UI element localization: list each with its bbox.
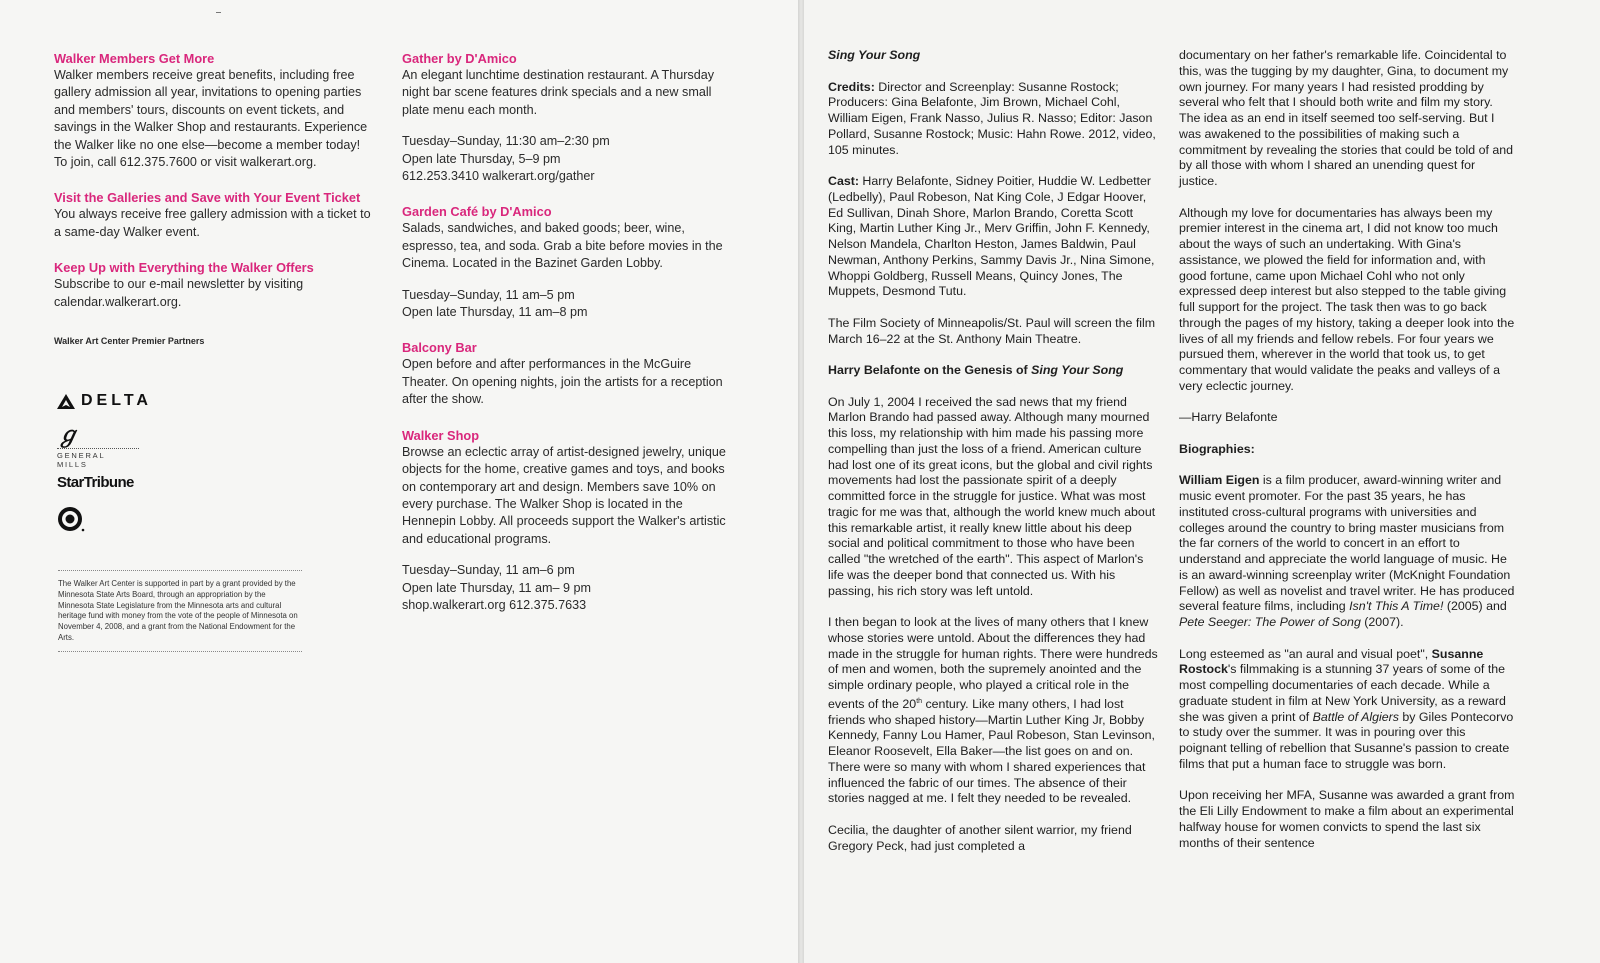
film-title: Sing Your Song — [828, 48, 921, 62]
general-mills-logo — [57, 424, 139, 469]
rostock-film: Battle of Algiers — [1312, 709, 1399, 724]
biographies-column — [1179, 48, 1515, 867]
walker-shop-hours: Tuesday–Sunday, 11 am–6 pm — [402, 563, 575, 578]
genesis-paragraph-5: Although my love for documentaries has always been my premier interest in the cinema art, I did not know too much about the ways of such an undertaking. With Gina's assistance, we plowed the field for information and, with good fortune, came upon Michael Cohl who not only expressed deep interest but also stepped to the table giving full support for the project. The task then was to go back through the pages of my history, taking a deeper look into the lives of all my friends and fellow rebels. For four years we pursued them, wherever in the world that took us, to get commentary that would validate the peaks and valleys of a very eclectic journey. — [1179, 205, 1515, 393]
genesis-paragraph-4: documentary on her father's remarkable life. Coincidental to this, was the tugging by my daughter, Gina, to document my own journey. For many years I had resisted prodding by several who felt that I should both write and film my story. The idea as an end in itself seemed too self-serving. But I was awakened to the possibilities of making such a commitment by revealing the stories that could be told of and by all those with whom I shared an unending quest for justice. — [1179, 48, 1514, 188]
credits-paragraph — [828, 80, 1158, 159]
ordinal-suffix: th — [916, 697, 923, 705]
gather-late-hours: Open late Thursday, 5–9 pm — [402, 151, 561, 166]
target-bullseye-icon — [57, 506, 85, 534]
gather-contact: 612.253.3410 walkerart.org/gather — [402, 169, 595, 184]
member-info-column — [54, 50, 376, 347]
right-page — [804, 0, 1600, 963]
galleries-body: You always receive free gallery admission with a ticket to a same-day Walker event. — [54, 207, 371, 239]
delta-triangle-icon — [57, 394, 75, 409]
walker-shop-heading: Walker Shop — [402, 427, 480, 443]
keepup-section — [54, 259, 376, 311]
galleries-heading: Visit the Galleries and Save with Your Event Ticket — [54, 190, 361, 206]
eigen-name: William Eigen — [1179, 473, 1260, 488]
cast-text: Harry Belafonte, Sidney Poitier, Huddie W. Ledbetter (Ledbelly), Paul Robeson, Nat King Cole, J Edgar Hoover, Ed Sullivan, Dinah Shore, Marlon Brando, Coretta Scott King, Martin Luther King Jr., Merv Griffin, John F. Kennedy, Nelson Mandela, Charlton Heston, James Baldwin, Paul Newman, Anthony Perkins, Sammy Davis Jr., Nina Simone, Whoppi Goldberg, Russell Means, Quincy Jones, The Muppets, Desmond Tutu. — [828, 174, 1155, 299]
gather-section — [402, 50, 738, 185]
gather-hours: Tuesday–Sunday, 11:30 am–2:30 pm — [402, 134, 610, 149]
members-body: Walker members receive great benefits, including free gallery admission all year, invitations to opening parties and members' tours, discounts on event tickets, and savings in the Walker Shop and restaurants. Experience the Walker like no one else—become a member today! To join, call 612.375.7600 or visit walkerart.org. — [54, 68, 368, 170]
rostock-bio-end: by Giles Pontecorvo to study over the summer. It was in pouring over this poignant telling of rebellion that Susanne's passion to create films that put a human face to struggle was born. — [1179, 709, 1514, 771]
walker-shop-section — [402, 427, 738, 615]
gather-body: An elegant lunchtime destination restaurant. A Thursday night bar scene features drink specials and a new small plate menu each month. — [402, 68, 715, 117]
balcony-bar-body: Open before and after performances in the McGuire Theater. On opening nights, join the artists for a reception after the show. — [402, 357, 723, 407]
garden-cafe-body: Salads, sandwiches, and baked goods; beer, wine, espresso, tea, and soda. Grab a bite before movies in the Cinema. Located in the Bazinet Garden Lobby. — [402, 221, 723, 271]
walker-shop-body: Browse an eclectic array of artist-designed jewelry, unique objects for the home, creative games and toys, and books on contemporary art and design. Members save 10% on every purchase. The Walker Shop is located in the Hennepin Lobby. All proceeds support the Walker's artistic and educational programs. — [402, 444, 726, 546]
rostock-bio — [1179, 647, 1515, 773]
keepup-heading: Keep Up with Everything the Walker Offers — [54, 260, 314, 276]
genesis-heading-title: Sing Your Song — [1031, 363, 1124, 377]
eigen-bio-mid: (2005) and — [1443, 599, 1507, 614]
balcony-bar-section — [402, 339, 738, 408]
credits-label: Credits: — [828, 79, 875, 94]
balcony-bar-heading: Balcony Bar — [402, 340, 477, 356]
screening-info: The Film Society of Minneapolis/St. Paul will screen the film March 16–22 at the St. Anthony Main Theatre. — [828, 315, 1156, 346]
rostock-name: Susanne Rostock — [1179, 646, 1484, 677]
eigen-film-2: Pete Seeger: The Power of Song — [1179, 615, 1361, 629]
genesis-paragraph-3: Cecilia, the daughter of another silent warrior, my friend Gregory Peck, had just completed a — [828, 822, 1132, 853]
members-section — [54, 50, 376, 171]
startribune-logo: StarTribune — [57, 474, 134, 491]
funding-statement: The Walker Art Center is supported in part by a grant provided by the Minnesota State Arts Board, through an appropriation by the Minnesota State Legislature from the Minnesota arts and cultural heritage fund with money from the vote of the people of Minnesota on November 4, 2008, and a grant from the National Endowment for the Arts. — [58, 570, 302, 652]
garden-cafe-heading: Garden Café by D'Amico — [402, 204, 552, 220]
genesis-heading — [828, 363, 1158, 379]
left-page — [0, 0, 798, 963]
genesis-paragraph-2 — [828, 615, 1158, 807]
genesis-heading-text: Harry Belafonte on the Genesis of — [828, 363, 1032, 377]
biographies-heading: Biographies: — [1179, 441, 1255, 456]
eigen-bio — [1179, 473, 1515, 631]
target-logo — [57, 506, 85, 539]
cast-paragraph — [828, 174, 1158, 300]
members-heading: Walker Members Get More — [54, 51, 215, 66]
eigen-bio-end: (2007). — [1360, 615, 1404, 629]
genesis-paragraph-1: On July 1, 2004 I received the sad news that my friend Marlon Brando had passed away. Although many mourned this loss, my relationship with him made his passing more compelling than just the loss of a friend. American culture had lost one of its great icons, but the global and civil rights movements had lost the passionate spirit of a deeply committed force in the struggle for justice. What was most tragic for me was that, although the world knew much about this remarkable artist, it really knew little about his deep social and political commitment to those who have been called "the wretched of the earth". This aspect of Marlon's life was the deeper bond that connected us. With his passing, his rich story was left untold. — [828, 394, 1156, 598]
gather-heading: Gather by D'Amico — [402, 51, 517, 66]
cast-label: Cast: — [828, 174, 859, 188]
delta-wordmark: DELTA — [81, 392, 152, 409]
dining-shop-column — [402, 50, 738, 632]
garden-cafe-late-hours: Open late Thursday, 11 am–8 pm — [402, 305, 588, 320]
genesis-paragraph-2-end: century. Like many others, I had lost friends who shaped history—Martin Luther King Jr, Bobby Kennedy, Fanny Lou Hamer, Paul Robeson, Stan Levinson, Eleanor Roosevelt, Ella Baker—the list goes on and on. There were so many with whom I shared experiences that influenced the fabric of our times. The absence of their stories nagged at me. I felt they needed to be revealed. — [828, 696, 1155, 806]
delta-logo — [57, 392, 152, 410]
genesis-paragraph-2-start: I then began to look at the lives of many others that I knew whose stories were untold. About the differences they had made in the struggle for human rights. There were hundreds of men and women, both the supremely anointed and the simple ordinary people, who played a critical role in the events of the 20 — [828, 615, 1158, 711]
keepup-body: Subscribe to our e-mail newsletter by visiting calendar.walkerart.org. — [54, 277, 304, 309]
rostock-bio-start: 's filmmaking is a stunning 37 years of some of the most compelling documentaries of each decade. While a graduate student in film at New York University, as a reward she was given a print of — [1179, 662, 1506, 724]
rostock-intro: Long esteemed as "an aural and visual poet", — [1179, 646, 1432, 661]
eigen-film-1: Isn't This A Time! — [1349, 599, 1444, 614]
garden-cafe-section — [402, 203, 738, 321]
walker-shop-late-hours: Open late Thursday, 11 am– 9 pm — [402, 580, 592, 595]
printer-mark — [216, 12, 221, 13]
eigen-bio-text: is a film producer, award-winning writer and music event promoter. For the past 35 years, he has instituted cross-cultural programs with universities and colleges around the country to bring master musicians from the far corners of the world to concert in an effort to understand and appreciate the world language of music. He is an award-winning screenplay writer (McKnight Foundation Fellow) as well as novelist and travel writer. He has produced several feature films, including — [1179, 473, 1515, 614]
general-mills-wordmark: GENERAL MILLS — [57, 448, 139, 469]
rostock-bio-2: Upon receiving her MFA, Susanne was awarded a grant from the Eli Lilly Endowment to make a film about an experimental halfway house for women convicts to spend the last six months of their sentence — [1179, 788, 1515, 850]
galleries-section — [54, 189, 376, 241]
garden-cafe-hours: Tuesday–Sunday, 11 am–5 pm — [402, 287, 575, 302]
signature: —Harry Belafonte — [1179, 410, 1278, 425]
credits-text: Director and Screenplay: Susanne Rostock; Producers: Gina Belafonte, Jim Brown, Michael Cohl, William Eigen, Frank Nasso, Julius R. Nasso; Editor: Jason Pollard, Susanne Rostock; Music: Hahn Rowe. 2012, video, 105 minutes. — [828, 79, 1156, 157]
partners-title: Walker Art Center Premier Partners — [54, 336, 205, 347]
film-info-column — [828, 48, 1158, 870]
walker-shop-contact: shop.walkerart.org 612.375.7633 — [402, 597, 587, 612]
general-mills-g-icon: ℊ — [57, 422, 80, 448]
